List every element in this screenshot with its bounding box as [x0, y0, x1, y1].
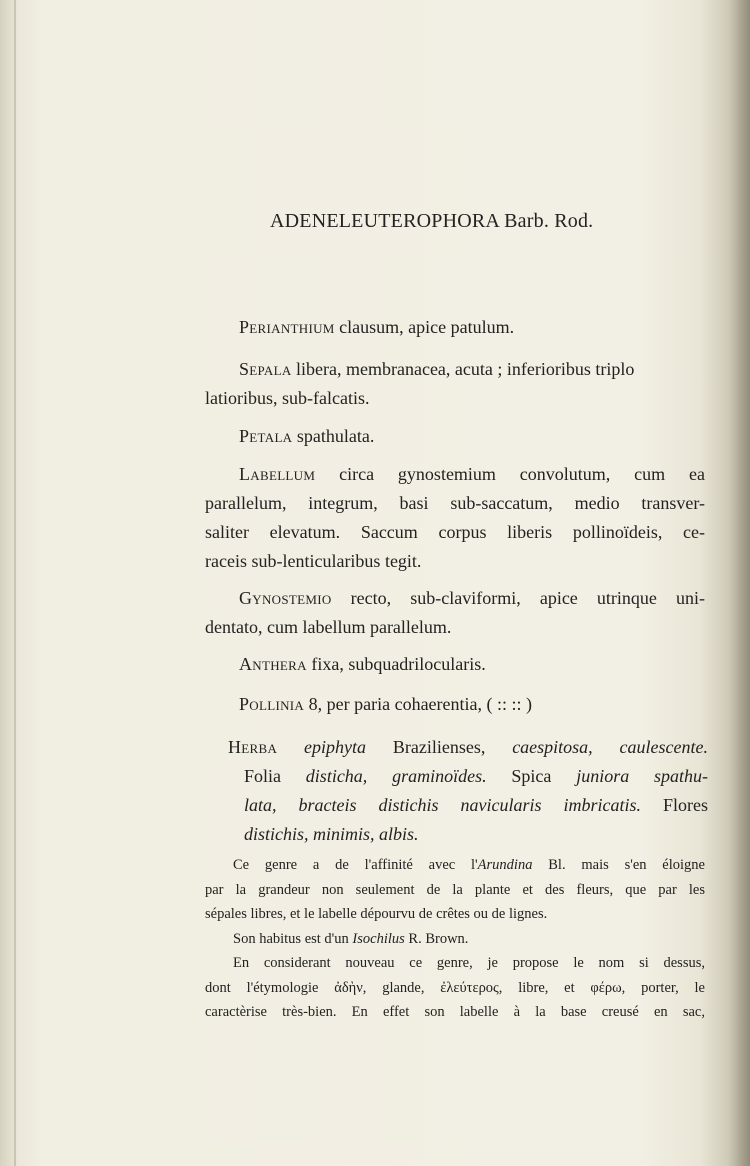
term-anthera: Anthera [239, 654, 307, 674]
anthera-paragraph: Anthera fixa, subquadrilocularis. [239, 654, 486, 674]
term-gynostemio: Gynostemio [239, 588, 332, 608]
gynostemio-paragraph: Gynostemio recto, sub-claviformi, apice utrinque uni- dentato, cum labellum parallelum. [205, 588, 705, 637]
labellum-paragraph: Labellum circa gynostemium convolutum, cum ea parallelum, integrum, basi sub-saccatum, medio transver- saliter elevatum. Saccum corpus liberis pollinoïdeis, ce- raceis sub-lenticularibus tegit. [205, 464, 705, 571]
sepala-paragraph: Sepala libera, membranacea, acuta ; inferioribus triplo latioribus, sub-falcatis. [205, 359, 635, 408]
term-herba: Herba [228, 737, 278, 757]
page-gutter-edge [14, 0, 16, 1166]
pollinia-paragraph: Pollinia 8, per paria cohaerentia, ( :: :: ) [239, 694, 533, 714]
term-sepala: Sepala [239, 359, 292, 379]
herba-paragraph: Herba epiphyta Brazilienses, caespitosa, caulescente. Folia disticha, graminoïdes. Spica juniora spathu- lata, bracteis distichis navicularis imbricatis. Flores distichis, minimis, albis. [228, 737, 709, 844]
petala-paragraph: Petala spathulata. [239, 426, 375, 446]
term-pollinia: Pollinia [239, 694, 305, 714]
term-perianthium: Perianthium [239, 317, 335, 337]
genus-heading: ADENELEUTEROPHORA Barb. Rod. [270, 210, 594, 232]
term-petala: Petala [239, 426, 293, 446]
french-note: Ce genre a de l'affinité avec l'Arundina Bl. mais s'en éloigne par la grandeur non seulement de la plante et des fleurs, que par les sépales libres, et le labelle dépourvu de crêtes ou de lignes. Son habitus est d'un Isochilus R. Brown. En considerant nouveau ce genre, je propose le nom si dessus, dont l'étymologie ἀδὴν, glande, ἐλεύτερος, libre, et φέρω, porter, le caractèrise très-bien. En effet son labelle à la base creusé en sac, [205, 857, 705, 1020]
perianthium-paragraph: Perianthium clausum, apice patulum. [239, 317, 515, 337]
page-edge-shadow [728, 0, 750, 1166]
term-labellum: Labellum [239, 464, 316, 484]
